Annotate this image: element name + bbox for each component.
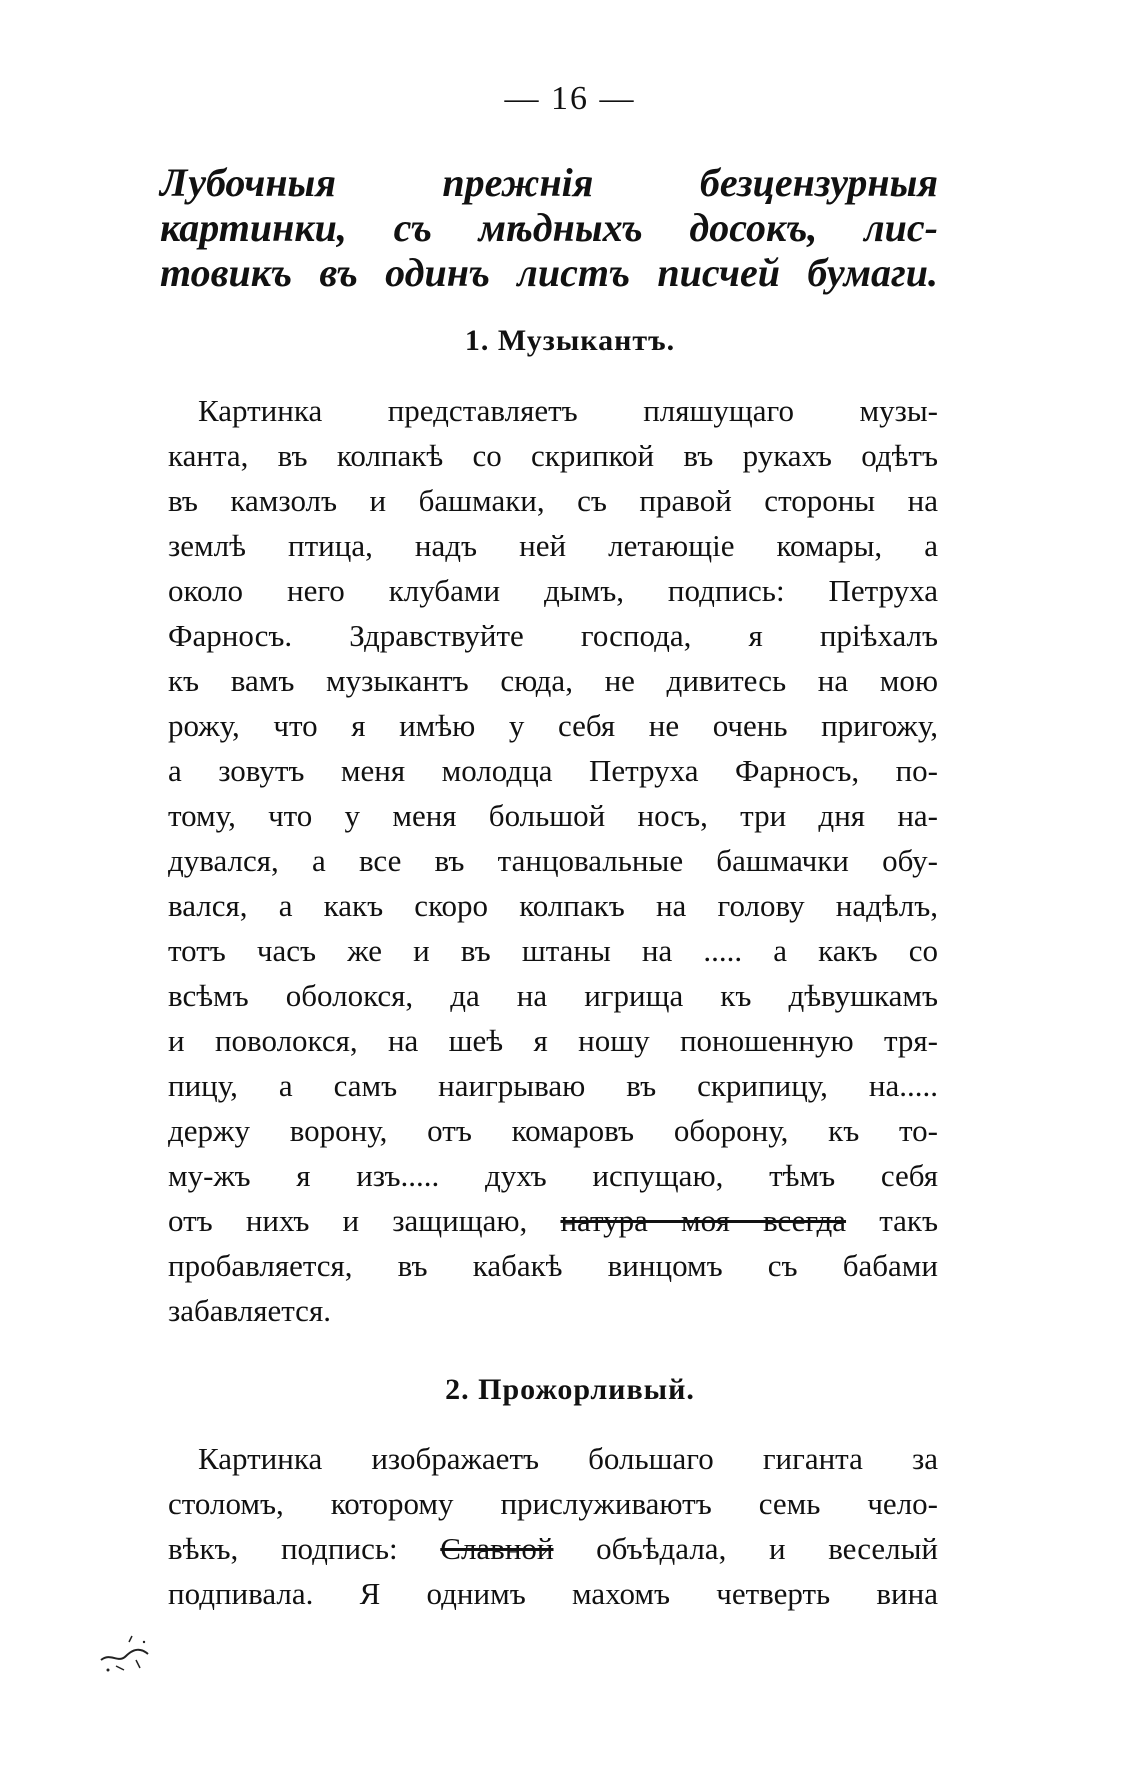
- text-line: пицу, а самъ наигрываю въ скрипицу, на.....: [168, 1068, 938, 1103]
- text-line: Фарносъ. Здравствуйте господа, я пріѣхалъ: [168, 618, 938, 653]
- text-line: дувался, а все въ танцовальные башмачки обу-: [168, 843, 938, 878]
- text-line: около него клубами дымъ, подпись: Петруха: [168, 573, 938, 608]
- text-line: му-жъ я изъ..... духъ испущаю, тѣмъ себя: [168, 1158, 938, 1193]
- text-line: тому, что у меня большой носъ, три дня на-: [168, 798, 938, 833]
- text-line: канта, въ колпакѣ со скрипкой въ рукахъ одѣтъ: [168, 438, 938, 473]
- heading-line: товикъ въ одинъ листъ писчей бумаги.: [160, 250, 938, 295]
- text-line: всѣмъ оболокся, да на игрища къ дѣвушкамъ: [168, 978, 938, 1013]
- text-line: [168, 1198, 938, 1243]
- text-line: пробавляется, въ кабакѣ винцомъ съ бабами: [168, 1248, 938, 1283]
- text-line: подпивала. Я однимъ махомъ четверть вина: [168, 1576, 938, 1611]
- text-line: забавляется.: [168, 1293, 331, 1328]
- text-line: держу ворону, отъ комаровъ оборону, къ то-: [168, 1113, 938, 1148]
- text-line: а зовутъ меня молодца Петруха Фарносъ, по-: [168, 753, 938, 788]
- section-body: [168, 1436, 938, 1616]
- text-line: [168, 1526, 938, 1571]
- page-number: — 16 —: [504, 80, 636, 117]
- section-body: [168, 388, 938, 1333]
- section-title: 1. Музыкантъ.: [464, 324, 676, 357]
- text-line: къ вамъ музыкантъ сюда, не дивитесь на мою: [168, 663, 938, 698]
- text-line: вался, а какъ скоро колпакъ на голову надѣлъ,: [168, 888, 938, 923]
- text-line: рожу, что я имѣю у себя не очень пригожу,: [168, 708, 938, 743]
- text-line: тотъ часъ же и въ штаны на ..... а какъ со: [168, 933, 938, 968]
- text-line: столомъ, которому прислуживаютъ семь чело-: [168, 1486, 938, 1521]
- text-line: землѣ птица, надъ ней летающіе комары, а: [168, 528, 938, 563]
- heading-line: Лубочныя прежнія безцензурныя: [160, 160, 938, 205]
- text-fragment: такъ: [846, 1203, 938, 1238]
- text-line: Картинка представляетъ пляшущаго музы-: [198, 393, 938, 428]
- struck-text: Славной: [440, 1531, 554, 1566]
- text-fragment: объѣдала, и веселый: [553, 1531, 938, 1566]
- text-line: Картинка изображаетъ большаго гиганта за: [198, 1441, 938, 1476]
- text-line: и поволокся, на шеѣ я ношу поношенную тря-: [168, 1023, 938, 1058]
- ink-mark-icon: [96, 1630, 156, 1680]
- text-fragment: вѣкъ, подпись:: [168, 1531, 441, 1566]
- text-line: въ камзолъ и башмаки, съ правой стороны на: [168, 483, 938, 518]
- struck-text: натура моя всегда: [560, 1203, 847, 1238]
- section-title: 2. Прожорливый.: [445, 1373, 695, 1406]
- page-heading: [160, 158, 938, 293]
- text-fragment: отъ нихъ и защищаю,: [168, 1203, 561, 1238]
- heading-line: картинки, съ мѣдныхъ досокъ, лис-: [160, 205, 938, 250]
